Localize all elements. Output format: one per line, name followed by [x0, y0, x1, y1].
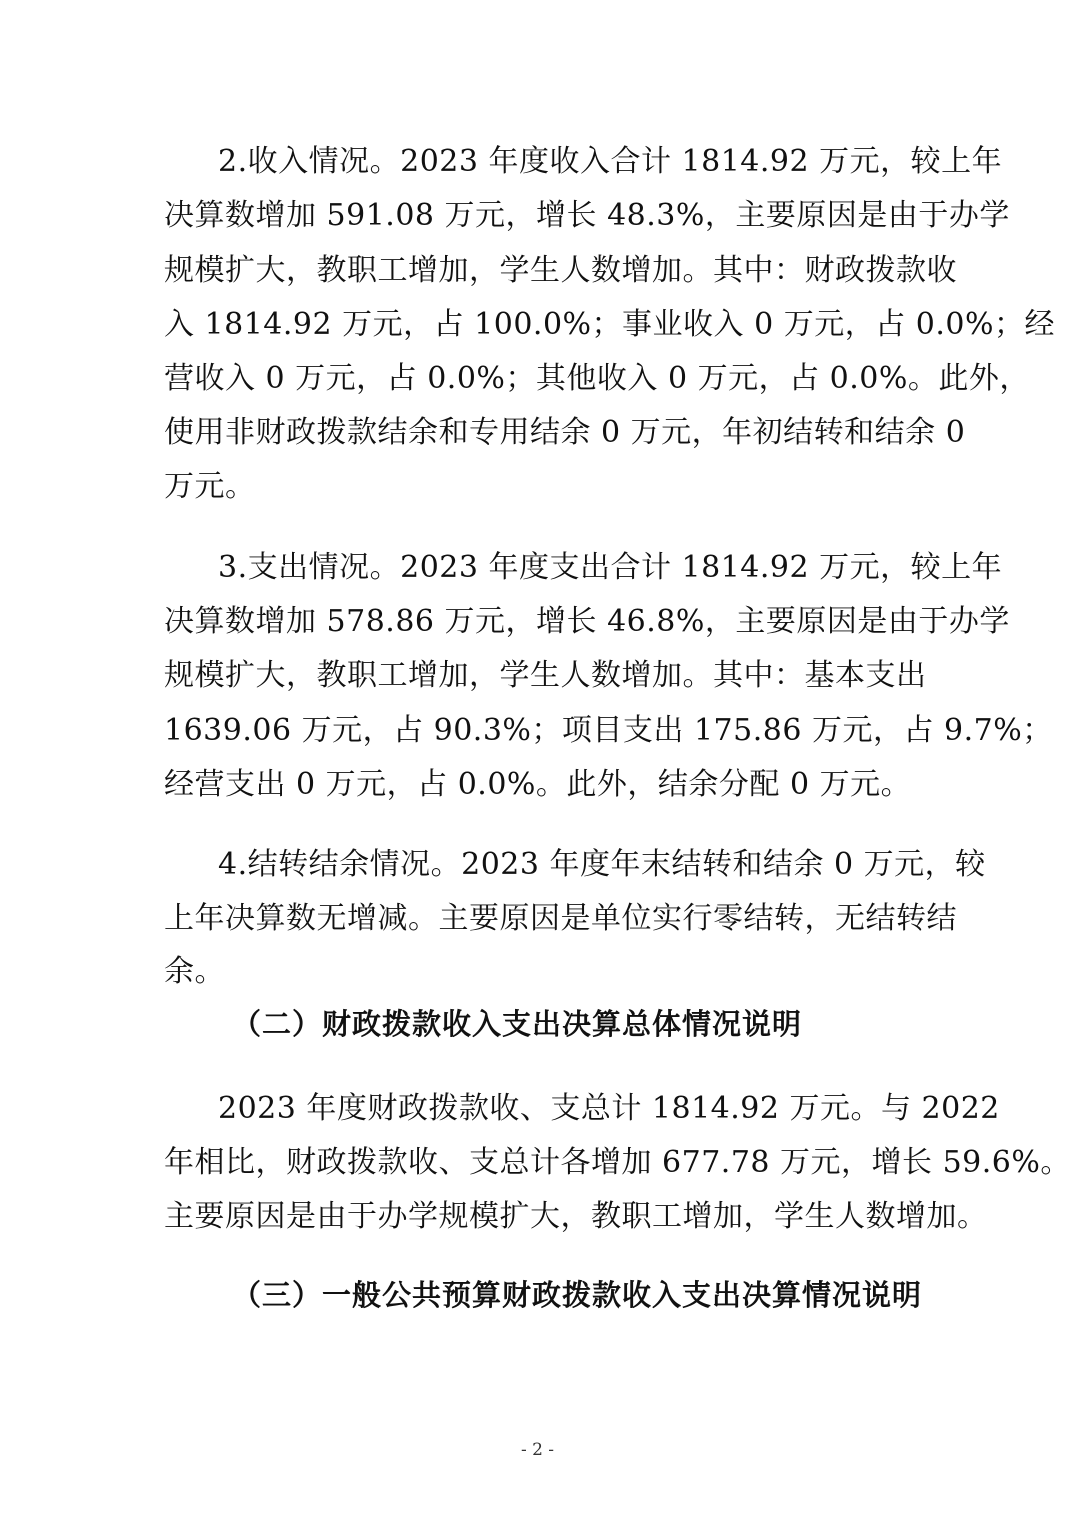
paragraph-line: 规模扩大，教职工增加，学生人数增加。其中：财政拨款收 — [164, 253, 957, 288]
paragraph-line: 入 1814.92 万元，占 100.0%；事业收入 0 万元，占 0.0%；经 — [164, 307, 1055, 342]
paragraph-line: 2.收入情况。2023 年度收入合计 1814.92 万元，较上年 — [218, 144, 1003, 179]
paragraph-line: 上年决算数无增减。主要原因是单位实行零结转，无结转结 — [164, 901, 957, 936]
paragraph-line: 1639.06 万元，占 90.3%；项目支出 175.86 万元，占 9.7%； — [164, 713, 1053, 748]
section-heading-three: （三）一般公共预算财政拨款收入支出决算情况说明 — [232, 1278, 923, 1312]
paragraph-line: 余。 — [164, 954, 225, 989]
paragraph-line: 经营支出 0 万元，占 0.0%。此外，结余分配 0 万元。 — [164, 767, 912, 802]
page-number: - 2 - — [520, 1440, 555, 1460]
paragraph-line: 规模扩大，教职工增加，学生人数增加。其中：基本支出 — [164, 658, 927, 693]
paragraph-line: 2023 年度财政拨款收、支总计 1814.92 万元。与 2022 — [218, 1091, 1000, 1126]
paragraph-line: 4.结转结余情况。2023 年度年末结转和结余 0 万元，较 — [218, 847, 986, 882]
paragraph-line: 使用非财政拨款结余和专用结余 0 万元，年初结转和结余 0 — [164, 415, 966, 450]
section-heading-two: （二）财政拨款收入支出决算总体情况说明 — [232, 1007, 803, 1041]
paragraph-line: 万元。 — [164, 469, 256, 504]
paragraph-line: 年相比，财政拨款收、支总计各增加 677.78 万元，增长 59.6%。 — [164, 1145, 1071, 1180]
paragraph-line: 3.支出情况。2023 年度支出合计 1814.92 万元，较上年 — [218, 550, 1003, 585]
paragraph-line: 决算数增加 578.86 万元，增长 46.8%，主要原因是由于办学 — [164, 604, 1010, 639]
paragraph-line: 营收入 0 万元，占 0.0%；其他收入 0 万元，占 0.0%。此外， — [164, 361, 1030, 396]
paragraph-line: 主要原因是由于办学规模扩大，教职工增加，学生人数增加。 — [164, 1199, 988, 1234]
paragraph-line: 决算数增加 591.08 万元，增长 48.3%，主要原因是由于办学 — [164, 198, 1010, 233]
